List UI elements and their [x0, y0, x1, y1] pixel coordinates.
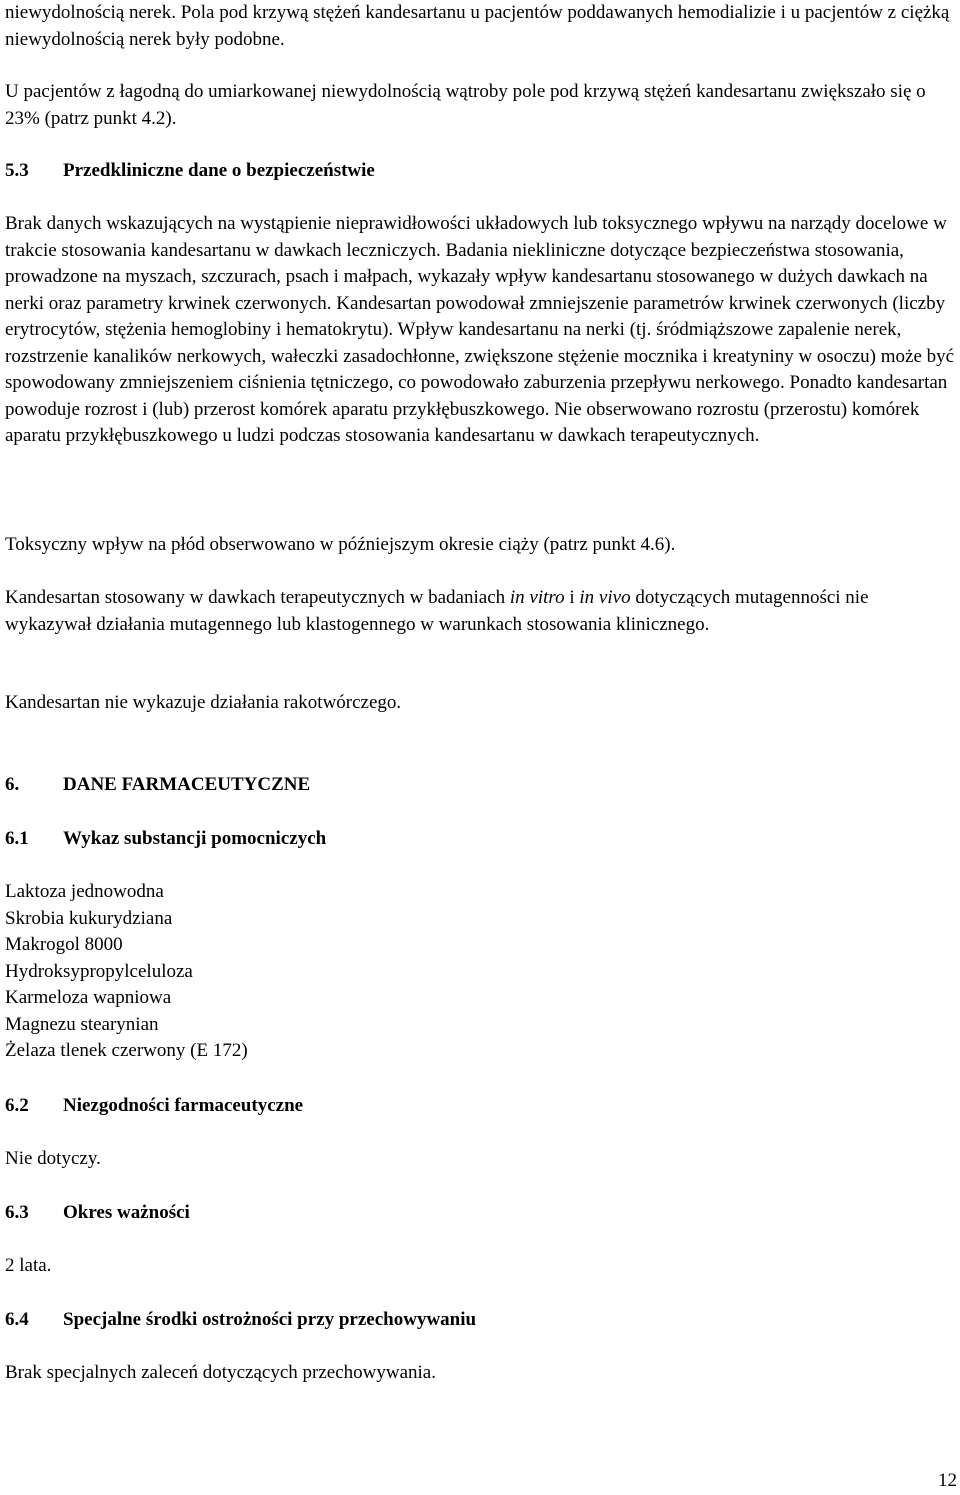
section-6-3-heading	[5, 1200, 190, 1227]
section-6-1-heading	[5, 826, 326, 853]
section-number: 6.2	[5, 1095, 29, 1116]
section-5-3-paragraph-2: Toksyczny wpływ na płód obserwowano w późniejszym okresie ciąży (patrz punkt 4.6).	[5, 534, 676, 555]
section-title: DANE FARMACEUTYCZNE	[63, 774, 311, 795]
list-item: Żelaza tlenek czerwony (E 172)	[5, 1040, 248, 1061]
text-run: i	[564, 587, 580, 608]
list-item: Laktoza jednowodna	[5, 881, 164, 902]
section-6-3-text: 2 lata.	[5, 1255, 52, 1276]
list-item: Karmeloza wapniowa	[5, 987, 172, 1008]
text-run: Kandesartan stosowany w dawkach terapeutycznych w badaniach	[5, 587, 510, 608]
section-5-3-heading	[5, 158, 375, 185]
section-number: 5.3	[5, 160, 29, 181]
section-title: Wykaz substancji pomocniczych	[63, 828, 327, 849]
section-5-3-paragraph-4: Kandesartan nie wykazuje działania rakotwórczego.	[5, 692, 402, 713]
section-number: 6.1	[5, 828, 29, 849]
list-item: Magnezu stearynian	[5, 1013, 159, 1035]
section-number: 6.4	[5, 1309, 29, 1330]
italic-term: in vitro	[509, 587, 565, 608]
section-title: Przedkliniczne dane o bezpieczeństwie	[63, 160, 375, 181]
top-paragraph: niewydolnością nerek. Pola pod krzywą stężeń kandesartanu u pacjentów poddawanych hemodializie i u pacjentów z ciężką niewydolnością nerek były podobne.	[5, 2, 950, 50]
list-item: Hydroksypropylceluloza	[5, 960, 193, 982]
page-number: 12	[938, 1470, 957, 1491]
section-6-2-heading	[5, 1093, 303, 1120]
section-title: Specjalne środki ostrożności przy przechowywaniu	[63, 1309, 477, 1330]
section-6-4-text: Brak specjalnych zaleceń dotyczących przechowywania.	[5, 1362, 436, 1383]
section-6-2-text: Nie dotyczy.	[5, 1148, 101, 1169]
section-number: 6.	[5, 774, 20, 795]
section-5-3-paragraph-1: Brak danych wskazujących na wystąpienie nieprawidłowości układowych lub toksycznego wpływu na narządy docelowe w trakcie stosowania kandesartanu w dawkach leczniczych. Badania niekliniczne dotyczące bezpieczeństwa stosowania, prowadzone na myszach, szczurach, psach i małpach, wykazały wpływ kandesartanu stosowanego w dużych dawkach na nerki oraz parametry krwinek czerwonych. Kandesartan powodował zmniejszenie parametrów krwinek czerwonych (liczby erytrocytów, stężenia hemoglobiny i hematokrytu). Wpływ kandesartanu na nerki (tj. śródmiąższowe zapalenie nerek, rozstrzenie kanalików nerkowych, wałeczki zasadochłonne, zwiększone stężenie mocznika i kreatyniny w osoczu) może być spowodowany zmniejszeniem ciśnienia tętniczego, co powodowało zaburzenia przepływu nerkowego. Ponadto kandesartan powoduje rozrost i (lub) przerost komórek aparatu przykłębuszkowego. Nie obserwowano rozrostu (przerostu) komórek aparatu przykłębuszkowego u ludzi podczas stosowania kandesartanu w dawkach terapeutycznych.	[5, 213, 955, 446]
italic-term: in vivo	[579, 587, 631, 608]
section-6-heading	[5, 772, 310, 799]
list-item: Makrogol 8000	[5, 934, 123, 955]
section-title: Niezgodności farmaceutyczne	[63, 1095, 304, 1116]
text-run: dotyczących mutagenności nie wykazywał działania mutagennego lub klastogennego w warunkach stosowania klinicznego.	[5, 587, 869, 635]
section-5-3-paragraph-3	[5, 585, 955, 638]
section-6-4-heading	[5, 1307, 476, 1334]
section-title: Okres ważności	[63, 1202, 190, 1223]
excipients-list	[5, 879, 955, 1065]
section-number: 6.3	[5, 1202, 29, 1223]
list-item: Skrobia kukurydziana	[5, 907, 173, 929]
liver-paragraph: U pacjentów z łagodną do umiarkowanej niewydolnością wątroby pole pod krzywą stężeń kandesartanu zwiększało się o 23% (patrz punkt 4.2).	[5, 81, 926, 129]
